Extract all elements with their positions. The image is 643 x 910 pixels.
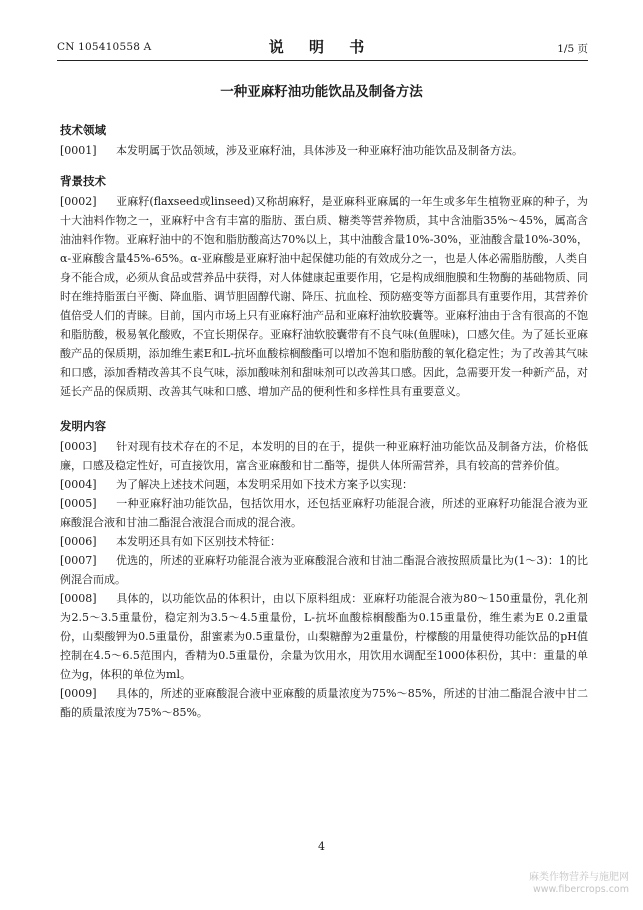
paragraph-text: 优选的，所述的亚麻籽功能混合液为亚麻酸混合液和甘油二酯混合液按照质量比为(1～3)：1的比例混合而成。	[60, 554, 588, 586]
document-body	[60, 112, 588, 722]
paragraph-text: 具体的，所述的亚麻酸混合液中亚麻酸的质量浓度为75%～85%，所述的甘油二酯混合液中甘二酯的质量浓度为75%～85%。	[60, 687, 588, 719]
paragraph-0002	[60, 192, 588, 401]
watermark	[529, 872, 629, 896]
paragraph-number: [0006]	[60, 535, 97, 548]
paragraph-0001	[60, 141, 588, 160]
paragraph-text: 为了解决上述技术问题，本发明采用如下技术方案予以实现：	[116, 478, 413, 491]
paragraph-text: 针对现有技术存在的不足，本发明的目的在于，提供一种亚麻籽油功能饮品及制备方法，价格低廉，口感及稳定性好，可直接饮用，富含亚麻酸和甘二酯等，提供人体所需营养，具有较高的营养价值。	[60, 440, 588, 472]
paragraph-number: [0008]	[60, 592, 97, 605]
watermark-url: www.fibercrops.com	[532, 884, 629, 895]
section-heading: 发明内容	[60, 419, 106, 433]
paragraph-number: [0003]	[60, 440, 97, 453]
paragraph-text: 本发明还具有如下区别技术特征：	[116, 535, 281, 548]
paragraph-0004	[60, 475, 588, 494]
document-id: CN 105410558 A	[57, 41, 152, 53]
section-heading: 背景技术	[60, 174, 106, 188]
paragraph-number: [0005]	[60, 497, 97, 510]
page-info: 1/5 页	[557, 43, 588, 55]
page-number: 4	[318, 840, 325, 853]
paragraph-text: 亚麻籽(flaxseed或linseed)又称胡麻籽，是亚麻科亚麻属的一年生或多年生植物亚麻的种子，为十大油料作物之一，亚麻籽中含有丰富的脂肪、蛋白质、糖类等营养物质，其中含油脂35%～45%，属高含油油料作物。亚麻籽油中的不饱和脂肪酸高达70%以上，其中油酸含量10%-30%，亚油酸含量10%-30%，α-亚麻酸含量45%-65%。α-亚麻酸是亚麻籽油中起保健功能的有效成分之一，也是人体必需脂肪酸，人类自身不能合成，必须从食品或营养品中获得，对人体健康起重要作用，它是构成细胞膜和生物酶的基础物质、同时在维持脂蛋白平衡、降血脂、调节胆固醇代谢、降压、抗血栓、预防癌变等方面都具有重要作用，其营养价值倍受人们的青睐。目前，国内市场上只有亚麻籽油产品和亚麻籽油软胶囊等。亚麻籽油由于含有很高的不饱和脂肪酸，极易氧化酸败，不宜长期保存。亚麻籽油软胶囊带有不良气味(鱼腥味)，口感欠佳。为了延长亚麻酸产品的保质期，添加维生素E和L-抗坏血酸棕榈酸酯可以增加不饱和脂肪酸的氧化稳定性；为了改善其气味和口感，添加香精改善其不良气味，添加酸味剂和甜味剂可以改善其口感。因此，急需要开发一种新产品，对延长产品的保质期、改善其气味和口感、增加产品的便利性和多样性具有重要意义。	[60, 195, 588, 398]
paragraph-0006	[60, 532, 588, 551]
paragraph-text: 本发明属于饮品领域，涉及亚麻籽油，具体涉及一种亚麻籽油功能饮品及制备方法。	[116, 144, 523, 157]
paragraph-0009	[60, 684, 588, 722]
paragraph-text: 一种亚麻籽油功能饮品，包括饮用水，还包括亚麻籽功能混合液，所述的亚麻籽功能混合液为亚麻酸混合液和甘油二酯混合液混合而成的混合液。	[60, 497, 588, 529]
page-header	[0, 0, 643, 60]
document-type: 说 明 书	[268, 38, 375, 56]
paragraph-text: 具体的，以功能饮品的体积计，由以下原料组成：亚麻籽功能混合液为80～150重量份，乳化剂为2.5～3.5重量份，稳定剂为3.5～4.5重量份，L-抗坏血酸棕榈酸酯为0.15重量份，维生素为E 0.2重量份，山梨酸钾为0.5重量份，甜蜜素为0.5重量份，山梨糖醇为2重量份，柠檬酸的用量使得功能饮品的pH值控制在4.5～6.5范围内，香精为0.5重量份，余量为饮用水，用饮用水调配至1000体积份，其中：重量的单位为g，体积的单位为ml。	[60, 592, 588, 681]
paragraph-number: [0001]	[60, 144, 97, 157]
paragraph-0005	[60, 494, 588, 532]
watermark-site-name: 麻类作物营养与施肥网	[529, 872, 629, 883]
paragraph-number: [0002]	[60, 195, 97, 208]
paragraph-0007	[60, 551, 588, 589]
paragraph-0003	[60, 437, 588, 475]
header-rule	[57, 60, 588, 61]
paragraph-0008	[60, 589, 588, 684]
document-title: 一种亚麻籽油功能饮品及制备方法	[220, 84, 423, 100]
section-heading: 技术领域	[60, 123, 106, 137]
paragraph-number: [0007]	[60, 554, 97, 567]
paragraph-number: [0009]	[60, 687, 97, 700]
paragraph-number: [0004]	[60, 478, 97, 491]
